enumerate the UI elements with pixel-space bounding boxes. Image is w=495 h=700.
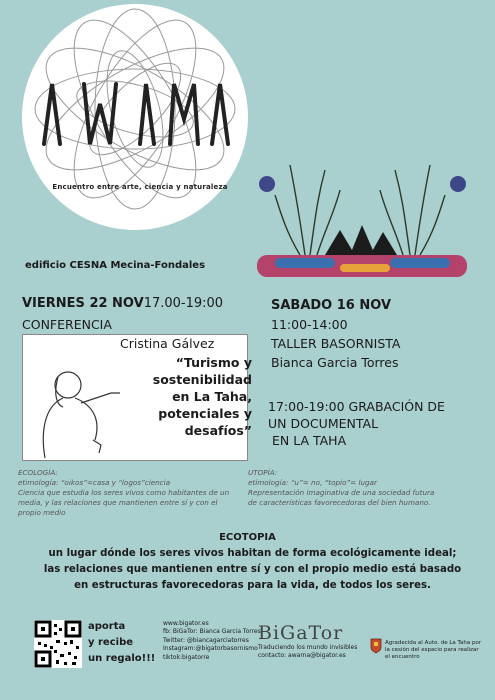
- day1-time: 17.00-19:00: [143, 296, 224, 311]
- acknowledgement: Agradecida al Auto. de La Taha por la cesión del espacio para realizar el encuentro: [385, 640, 482, 660]
- logo-caption: Encuentro entre arte, ciencia y naturaleza: [52, 183, 228, 191]
- qr-call-to-action: [88, 619, 155, 667]
- ecotopia-line: un lugar dónde los seres vivos habitan de forma ecológicamente ideal;: [48, 548, 457, 559]
- talk-title-line: “Turismo y: [175, 355, 252, 370]
- awama-logo: [22, 4, 248, 230]
- qr-code[interactable]: [34, 620, 82, 668]
- day1-date: VIERNES 22 NOV: [22, 296, 144, 311]
- definition-line: etimología: “u”= no, “topio”= lugar: [248, 478, 377, 487]
- recording-line: EN LA TAHA: [268, 433, 347, 448]
- bigator-logo: BiGaTor: [258, 622, 344, 644]
- contact-list: [163, 620, 261, 662]
- logo-circle: [22, 4, 248, 230]
- qr-text-line: aporta: [88, 621, 126, 632]
- day2-host: Bianca Garcia Torres: [271, 355, 399, 370]
- day2-workshop: TALLER BASORNISTA: [271, 336, 401, 351]
- day2-block: [271, 296, 400, 372]
- ecotopia-line: en estructuras favorecedoras para la vida, de todos los seres.: [74, 580, 431, 591]
- definition-line: media, y las relaciones que mantienen entre sí y con el: [18, 498, 218, 507]
- definition-line: etimología: “oikos”=casa y “logos”ciencia: [18, 478, 171, 487]
- definition-line: Ciencia que estudia los seres vivos como habitantes de un: [18, 488, 230, 497]
- definition-line: UTOPÍA:: [248, 468, 278, 477]
- ecologia-definition: [18, 468, 258, 518]
- thistle-flower-left: [259, 176, 275, 192]
- bigator-tagline: Traduciendo los mundo invisibles: [258, 644, 358, 651]
- talk-title: [112, 354, 252, 439]
- utopia-definition: [248, 468, 478, 508]
- day2-date: SABADO 16 NOV: [271, 298, 392, 313]
- twitter-handle: Twitter: @biancagarciatorres: [163, 636, 249, 644]
- instagram-handle: Instagram:@bigatorbasornismo: [163, 645, 258, 653]
- facebook-handle: fb: BiGaTor: Bianca Garcia Torres: [163, 628, 261, 636]
- talk-title-line: desafíos”: [184, 423, 252, 438]
- venue: edificio CESNA Mecina-Fondales: [25, 260, 206, 271]
- recording-line: 17:00-19:00 GRABACIÓN DE: [268, 399, 445, 414]
- day2-time: 11:00-14:00: [271, 317, 348, 332]
- plant-artwork: [255, 160, 470, 285]
- definition-line: de características favorecedoras del bien humano.: [248, 498, 431, 507]
- recording-line: UN DOCUMENTAL: [268, 416, 379, 431]
- ecotopia-heading: ECOTOPIA: [219, 532, 276, 543]
- talk-title-line: en La Taha,: [172, 389, 252, 404]
- ecotopia-text: [25, 546, 480, 594]
- speaker-name: Cristina Gálvez: [120, 336, 215, 351]
- bigator-brand: [258, 622, 357, 660]
- day1-heading: [22, 296, 223, 311]
- website-link[interactable]: www.bigator.es: [163, 620, 209, 627]
- day1-type: CONFERENCIA: [22, 317, 112, 332]
- municipal-crest-icon: [370, 638, 382, 654]
- definition-line: ECOLOGÍA:: [18, 468, 58, 477]
- thistle-flower-right: [450, 176, 466, 192]
- talk-title-line: potenciales y: [158, 406, 252, 421]
- tiktok-handle: tiktok:bigatorre: [163, 653, 210, 661]
- ecotopia-line: las relaciones que mantienen entre sí y con el propio medio está basado: [43, 564, 462, 575]
- recording-block: [268, 398, 445, 449]
- definition-line: Representación imaginativa de una sociedad futura: [248, 488, 435, 497]
- qr-text-line: y recibe: [88, 637, 134, 648]
- definition-line: propio medio: [18, 508, 66, 517]
- qr-text-line: un regalo!!!: [88, 653, 156, 664]
- talk-title-line: sostenibilidad: [152, 372, 252, 387]
- bigator-contact: contacto: awarna@bigator.es: [258, 652, 346, 659]
